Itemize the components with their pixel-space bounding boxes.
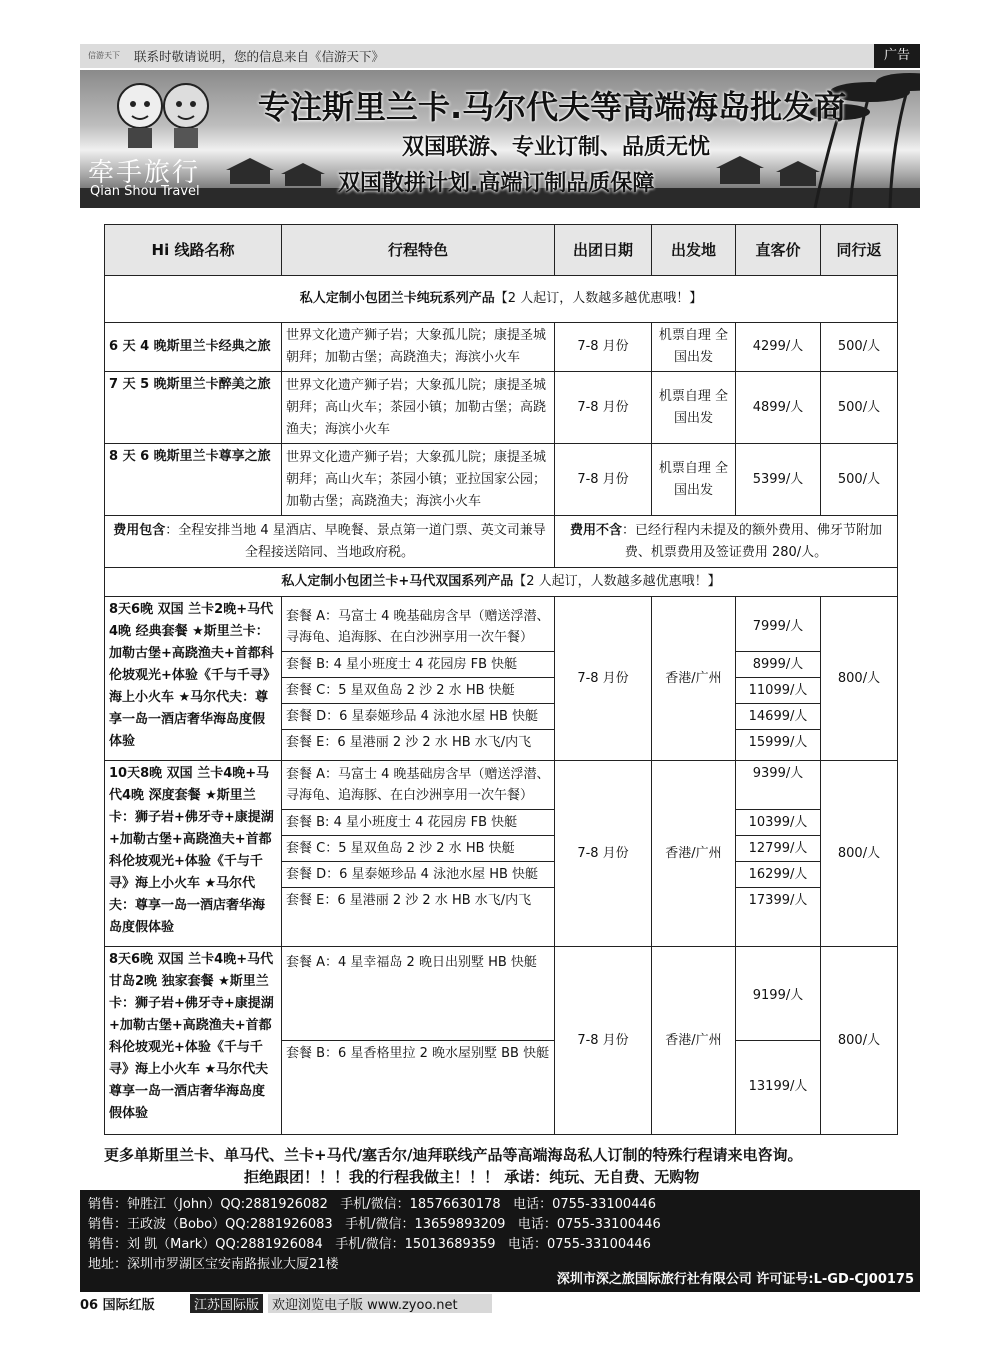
route-name: 6 天 4 晚斯里兰卡经典之旅	[105, 323, 282, 372]
banner	[80, 70, 920, 208]
banner-subline-1: 双国联游、专业订制、品质无忧	[402, 135, 711, 160]
route-price: 4299/人	[736, 323, 821, 372]
package-price: 17399/人	[748, 893, 808, 908]
route-date: 7-8 月份	[555, 444, 652, 516]
package-prices	[736, 597, 821, 761]
package-desc: 套餐 B：6 星香格里拉 2 晚水屋别墅 BB 快艇	[286, 1046, 550, 1061]
group-name: 8天6晚 双国 兰卡2晚+马代4晚 经典套餐 ★斯里兰卡：加勒古堡+高跷渔夫+首都科伦坡观光+体验《千与千寻》海上小火车 ★马尔代夫：尊享一岛一酒店奢华海岛度假体验	[105, 597, 282, 761]
publisher-logo: 信游天下	[88, 51, 120, 60]
package-price: 16299/人	[736, 862, 820, 888]
package-desc: 套餐 D：6 星泰姬珍品 4 泳池水屋 HB 快艇	[282, 703, 554, 729]
product-table	[104, 224, 898, 1135]
header-rebate: 同行返	[821, 225, 898, 276]
group-origin: 香港/广州	[652, 597, 736, 761]
package-price: 8999/人	[736, 651, 820, 677]
group-date: 7-8 月份	[555, 761, 652, 947]
top-info-bar	[80, 44, 920, 68]
package-desc: 套餐 A：4 星幸福岛 2 晚日出别墅 HB 快艇	[282, 950, 554, 1041]
header-date: 出团日期	[555, 225, 652, 276]
contact-row: 销售：王政波（Bobo）QQ:2881926083 手机/微信：13659893209 电话：0755-33100446	[88, 1217, 661, 1232]
table-row	[105, 947, 898, 1135]
group-origin: 香港/广州	[652, 761, 736, 947]
route-feature: 世界文化遗产狮子岩；大象孤儿院；康提圣城朝拜；高山火车；茶园小镇；加勒古堡；高跷渔夫；海滨小火车	[282, 372, 555, 444]
header-origin: 出发地	[652, 225, 736, 276]
package-prices	[736, 947, 821, 1135]
header-price: 直客价	[736, 225, 821, 276]
package-list	[282, 947, 555, 1135]
route-feature: 世界文化遗产狮子岩；大象孤儿院；康提圣城朝拜；高山火车；茶园小镇；亚拉国家公园；加勒古堡；高跷渔夫；海滨小火车	[282, 444, 555, 516]
package-desc: 套餐 B: 4 星小班度士 4 花园房 FB 快艇	[282, 810, 554, 836]
group-date: 7-8 月份	[555, 597, 652, 761]
route-name: 7 天 5 晚斯里兰卡醉美之旅	[105, 372, 282, 444]
route-origin: 机票自理 全国出发	[652, 444, 736, 516]
route-price: 5399/人	[736, 444, 821, 516]
package-price: 11099/人	[736, 677, 820, 703]
package-desc: 套餐 E：6 星港丽 2 沙 2 水 HB 水飞/内飞	[286, 893, 532, 908]
route-feature: 世界文化遗产狮子岩；大象孤儿院；康提圣城朝拜；加勒古堡；高跷渔夫；海滨小火车	[282, 323, 555, 372]
package-price: 13199/人	[748, 1078, 808, 1094]
group-name: 10天8晚 双国 兰卡4晚+马代4晚 深度套餐 ★斯里兰卡：狮子岩+佛牙寺+康提湖+加勒古堡+高跷渔夫+首都科伦坡观光+体验《千与千寻》海上小火车 ★马尔代夫：尊享一岛一酒店奢华海岛度假体验	[105, 761, 282, 947]
package-desc: 套餐 E：6 星港丽 2 沙 2 水 HB 水飞/内飞	[286, 734, 532, 750]
more-products-note: 更多单斯里兰卡、单马代、兰卡+马代/塞舌尔/迪拜联线产品等高端海岛私人订制的特殊行程请来电咨询。	[104, 1146, 803, 1164]
package-desc: 套餐 C：5 星双鱼岛 2 沙 2 水 HB 快艇	[282, 836, 554, 862]
banner-subline-2: 双国散拼计划.高端订制品质保障	[338, 171, 655, 196]
package-prices	[736, 761, 821, 947]
header-feature: 行程特色	[282, 225, 555, 276]
group-origin: 香港/广州	[652, 947, 736, 1135]
package-desc: 套餐 C：5 星双鱼岛 2 沙 2 水 HB 快艇	[282, 677, 554, 703]
edition-label: 江苏国际版	[190, 1294, 263, 1313]
fee-row	[105, 516, 898, 568]
table-row	[105, 597, 898, 761]
header-route-name: Hi 线路名称	[105, 225, 282, 276]
group-name: 8天6晚 双国 兰卡4晚+马代甘岛2晚 独家套餐 ★斯里兰卡：狮子岩+佛牙寺+康提湖+加勒古堡+高跷渔夫+首都科伦坡观光+体验《千与千寻》海上小火车 ★马尔代夫 尊享一岛一酒店奢华海岛度假体验	[105, 947, 282, 1135]
contact-block	[80, 1190, 920, 1292]
ad-tag: 广告	[874, 44, 920, 68]
route-rebate: 500/人	[821, 444, 898, 516]
fee-exclude: 费用不含：已经行程内未提及的额外费用、佛牙节附加费、机票费用及签证费用 280/人。	[555, 516, 898, 568]
table-row	[105, 444, 898, 516]
package-price: 12799/人	[736, 836, 820, 862]
fee-include: 费用包含：全程安排当地 4 星酒店、早晚餐、景点第一道门票、英文司兼导全程接送陪同、当地政府税。	[105, 516, 555, 568]
package-price: 7999/人	[736, 603, 820, 652]
group-rebate: 800/人	[821, 947, 898, 1135]
banner-headline: 专注斯里兰卡.马尔代夫等高端海岛批发商	[258, 88, 847, 126]
section-title-row	[105, 276, 898, 323]
group-rebate: 800/人	[821, 761, 898, 947]
package-desc: 套餐 A：马富士 4 晚基础房含早（赠送浮潜、寻海龟、追海豚、在白沙洲享用一次午餐）	[282, 761, 554, 810]
route-price: 4899/人	[736, 372, 821, 444]
group-rebate: 800/人	[821, 597, 898, 761]
brand-name-en: Qian Shou Travel	[90, 184, 200, 199]
package-list	[282, 597, 555, 761]
route-origin: 机票自理 全国出发	[652, 323, 736, 372]
package-desc: 套餐 B: 4 星小班度士 4 花园房 FB 快艇	[282, 651, 554, 677]
source-notice: 联系时敬请说明，您的信息来自《信游天下》	[134, 49, 385, 64]
package-price: 9199/人	[736, 950, 820, 1041]
package-desc: 套餐 A：马富士 4 晚基础房含早（赠送浮潜、寻海龟、追海豚、在白沙洲享用一次午餐）	[282, 603, 554, 652]
section1-title: 私人定制小包团兰卡纯玩系列产品【2 人起订，人数越多越优惠哦！】	[105, 276, 898, 323]
company-license: 深圳市深之旅国际旅行社有限公司 许可证号:L-GD-CJ00175	[556, 1272, 914, 1287]
route-rebate: 500/人	[821, 323, 898, 372]
route-rebate: 500/人	[821, 372, 898, 444]
website-link[interactable]: 欢迎浏览电子版 www.zyoo.net	[268, 1294, 492, 1313]
mascot-logo	[108, 76, 218, 156]
section-title-row	[105, 568, 898, 597]
route-date: 7-8 月份	[555, 372, 652, 444]
contact-row: 销售：钟胜江（John）QQ:2881926082 手机/微信：18576630178 电话：0755-33100446	[88, 1197, 657, 1212]
package-price: 10399/人	[736, 810, 820, 836]
group-date: 7-8 月份	[555, 947, 652, 1135]
route-name: 8 天 6 晚斯里兰卡尊享之旅	[105, 444, 282, 516]
table-header-row	[105, 225, 898, 276]
route-origin: 机票自理 全国出发	[652, 372, 736, 444]
route-date: 7-8 月份	[555, 323, 652, 372]
contact-row: 销售：刘 凯（Mark）QQ:2881926084 手机/微信：15013689359 电话：0755-33100446	[88, 1237, 651, 1252]
package-price: 14699/人	[736, 703, 820, 729]
package-desc: 套餐 D：6 星泰姬珍品 4 泳池水屋 HB 快艇	[282, 862, 554, 888]
package-price: 15999/人	[748, 734, 808, 750]
package-price: 9399/人	[736, 761, 820, 810]
slogan: 拒绝跟团！！！我的行程我做主！！！ 承诺：纯玩、无自费、无购物	[244, 1168, 700, 1186]
table-row	[105, 323, 898, 372]
address: 地址：深圳市罗湖区宝安南路振业大厦21楼	[88, 1257, 339, 1272]
brand-name: 牵手旅行	[88, 158, 201, 188]
page-number: 06 国际红版	[80, 1298, 155, 1313]
table-row	[105, 372, 898, 444]
package-list	[282, 761, 555, 947]
section2-title: 私人定制小包团兰卡+马代双国系列产品【2 人起订，人数越多越优惠哦！】	[105, 568, 898, 597]
table-row	[105, 761, 898, 947]
